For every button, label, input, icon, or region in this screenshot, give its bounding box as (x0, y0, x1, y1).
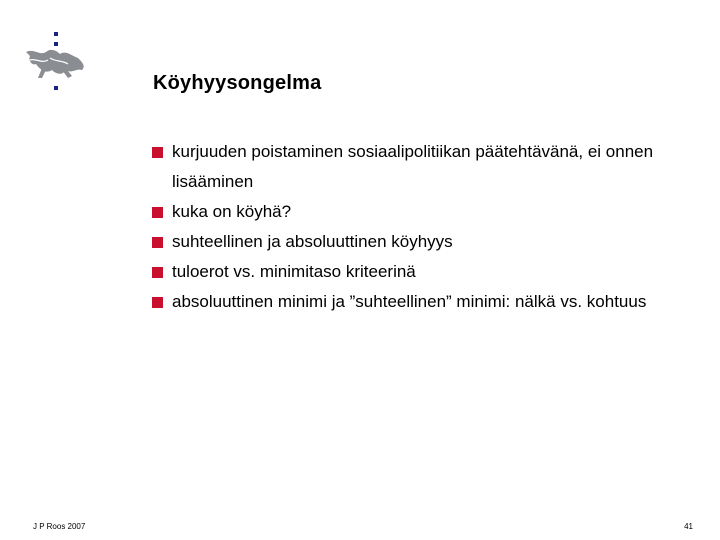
square-bullet-icon (152, 147, 163, 158)
square-bullet-icon (152, 207, 163, 218)
page-number: 41 (684, 522, 693, 531)
bullet-text: absoluuttinen minimi ja ”suhteellinen” minimi: nälkä vs. kohtuus (172, 292, 647, 311)
bullet-text: kurjuuden poistaminen sosiaalipolitiikan päätehtävänä, ei onnen lisääminen (172, 142, 654, 191)
square-bullet-icon (152, 237, 163, 248)
slide-title: Köyhyysongelma (153, 72, 322, 94)
square-bullet-icon (152, 267, 163, 278)
bullet-list (152, 137, 692, 317)
bullet-text: kuka on köyhä? (172, 202, 292, 221)
bullet-item (152, 197, 692, 227)
square-bullet-icon (152, 297, 163, 308)
bullet-item (152, 257, 692, 287)
bullet-item (152, 137, 692, 197)
bullet-text: tuloerot vs. minimitaso kriteerinä (172, 262, 416, 281)
bullet-text: suhteellinen ja absoluuttinen köyhyys (172, 232, 453, 251)
university-logo-icon (20, 30, 90, 98)
bullet-item (152, 227, 692, 257)
footer-author: J P Roos 2007 (33, 522, 86, 531)
bullet-item (152, 287, 692, 317)
